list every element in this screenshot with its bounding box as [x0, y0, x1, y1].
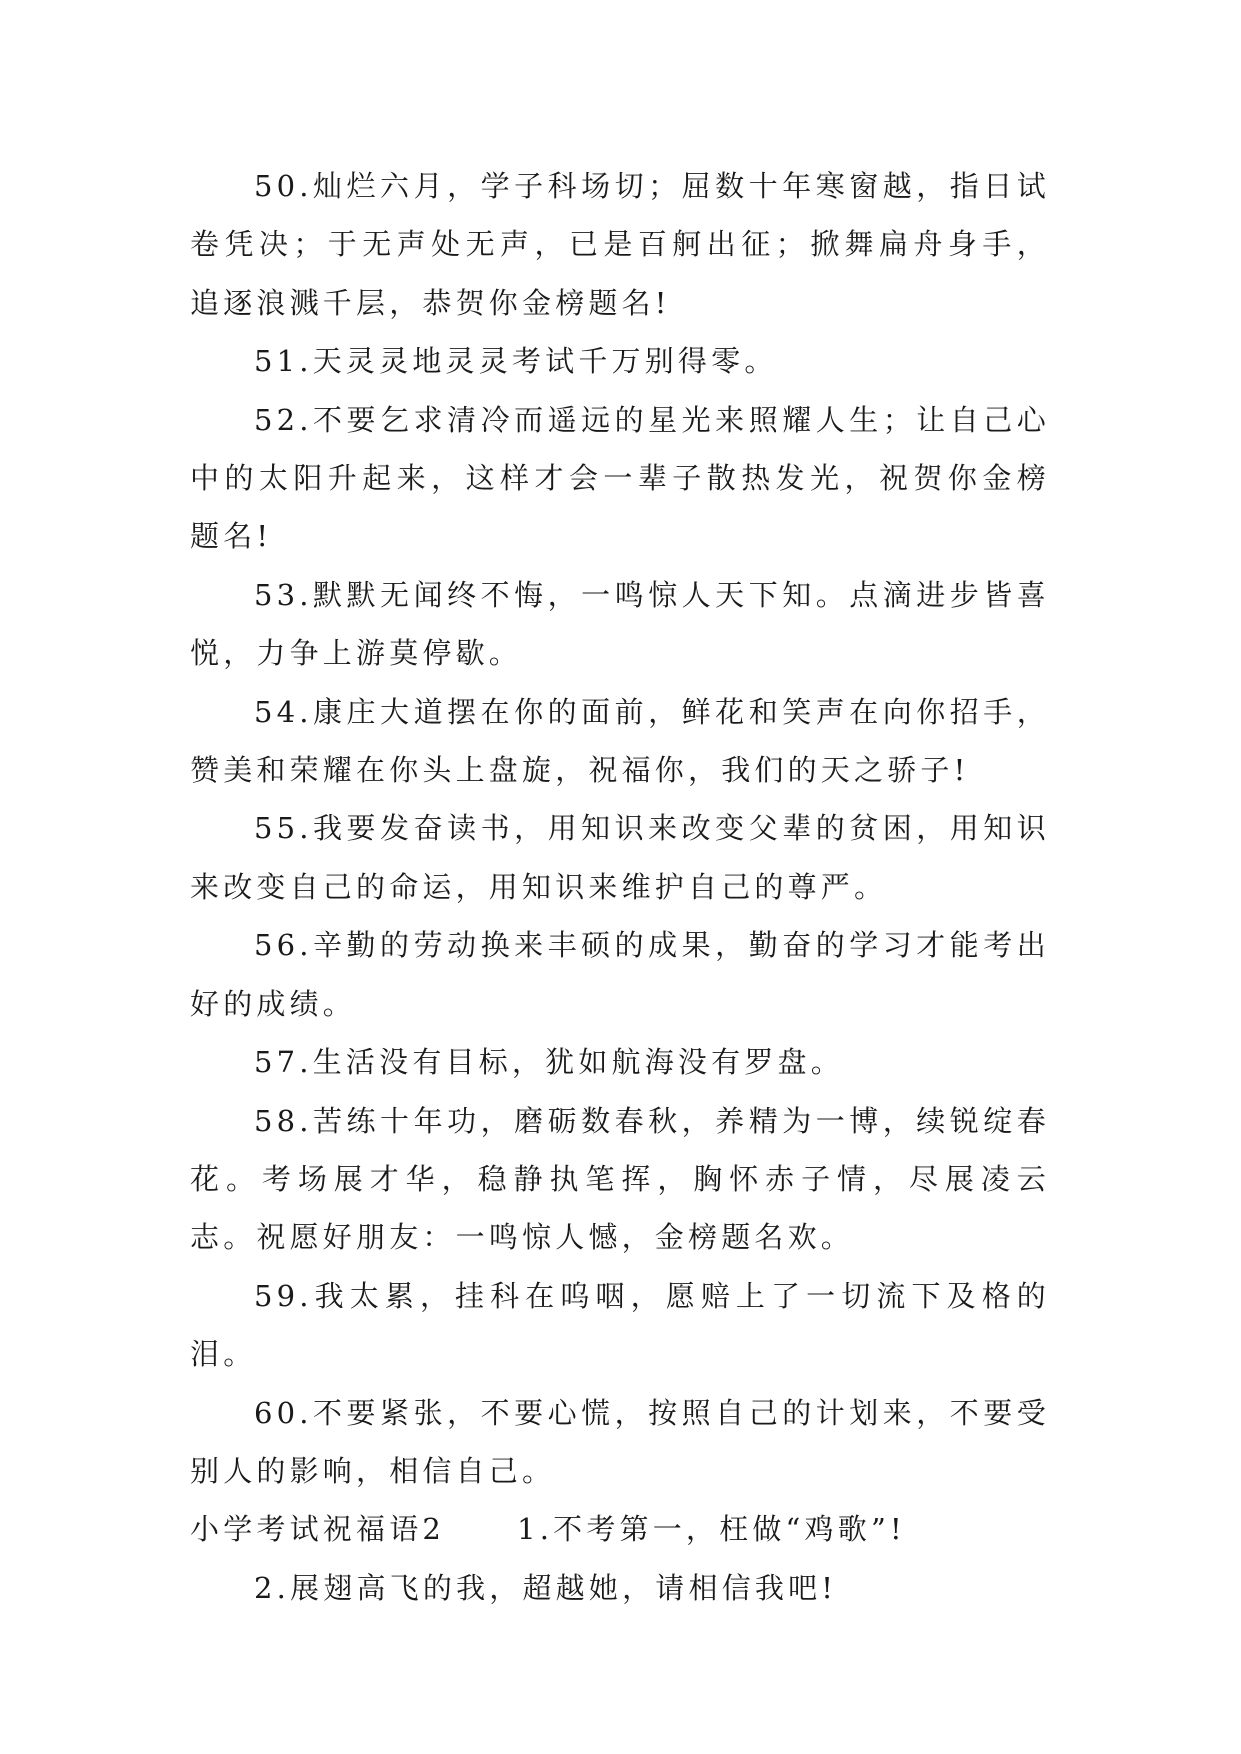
paragraph-57: 57.生活没有目标，犹如航海没有罗盘。: [254, 1045, 844, 1080]
paragraph-60: 60.不要紧张，不要心慌，按照自己的计划来，不要受别人的影响，相信自己。: [190, 1395, 1050, 1488]
paragraph-55: 55.我要发奋读书，用知识来改变父辈的贫困，用知识来改变自己的命运，用知识来维护自己的尊严。: [190, 811, 1050, 904]
paragraph-54: 54.康庄大道摆在你的面前，鲜花和笑声在向你招手，赞美和荣耀在你头上盘旋，祝福你，我们的天之骄子!: [190, 694, 1050, 788]
paragraph-52: 52.不要乞求清冷而遥远的星光来照耀人生；让自己心中的太阳升起来，这样才会一辈子散热发光，祝贺你金榜题名!: [190, 402, 1050, 554]
paragraph-53: 53.默默无闻终不悔，一鸣惊人天下知。点滴进步皆喜悦，力争上游莫停歇。: [190, 577, 1050, 671]
section-first-item: 1.不考第一，枉做“鸡歌”!: [517, 1512, 906, 1547]
document-body: [190, 157, 1050, 1617]
paragraph-56: 56.辛勤的劳动换来丰硕的成果，勤奋的学习才能考出好的成绩。: [190, 928, 1050, 1021]
section-heading-line: [190, 1500, 1050, 1558]
paragraph-50: 50.灿烂六月，学子科场切；屈数十年寒窗越，指日试卷凭决；于无声处无声，已是百舸出征；掀舞扁舟身手，追逐浪溅千层，恭贺你金榜题名!: [190, 169, 1050, 320]
section-heading: 小学考试祝福语2: [190, 1512, 446, 1547]
paragraph-58: 58.苦练十年功，磨砺数春秋，养精为一博，续锐绽春花。考场展才华，稳静执笔挥，胸怀赤子情，尽展凌云志。祝愿好朋友：一鸣惊人憾，金榜题名欢。: [190, 1103, 1050, 1255]
paragraph-2: 2.展翅高飞的我，超越她，请相信我吧!: [254, 1570, 838, 1605]
paragraph-51: 51.天灵灵地灵灵考试千万别得零。: [254, 344, 778, 379]
paragraph-59: 59.我太累，挂科在呜咽，愿赔上了一切流下及格的泪。: [190, 1278, 1050, 1372]
